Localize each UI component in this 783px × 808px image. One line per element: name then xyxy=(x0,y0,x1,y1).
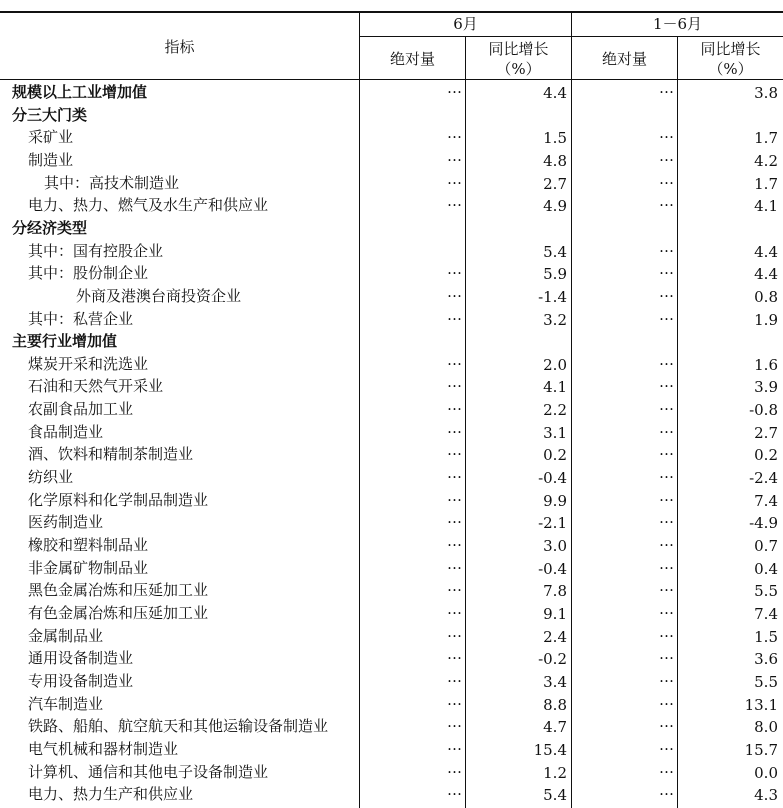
month-growth: 15.4 xyxy=(533,740,567,759)
row-label: 通用设备制造业 xyxy=(28,649,134,668)
row-label: 电力、热力、燃气及水生产和供应业 xyxy=(28,196,269,215)
ytd-growth: 1.7 xyxy=(754,129,778,148)
row-label: 规模以上工业增加值 xyxy=(12,83,148,101)
month-growth: 4.4 xyxy=(543,84,567,102)
month-growth: 3.4 xyxy=(543,672,567,691)
table-row xyxy=(0,81,783,104)
month-absolute: … xyxy=(447,577,461,596)
month-absolute: … xyxy=(447,599,461,618)
month-absolute: … xyxy=(447,464,461,483)
ytd-growth: 8.0 xyxy=(754,718,778,737)
row-label: 农副食品加工业 xyxy=(28,400,134,419)
row-label: 其中：私营企业 xyxy=(28,309,134,328)
month-absolute: … xyxy=(447,350,461,369)
row-label: 酒、饮料和精制茶制造业 xyxy=(28,445,194,464)
ytd-absolute: … xyxy=(659,713,673,732)
row-label: 煤炭开采和洗选业 xyxy=(28,354,149,373)
month-growth: -2.1 xyxy=(538,514,567,533)
ytd-absolute: … xyxy=(659,396,673,415)
month-growth: 5.4 xyxy=(543,242,567,261)
month-growth: 4.7 xyxy=(543,718,567,737)
ytd-growth: 4.4 xyxy=(754,265,778,284)
month-growth: 2.7 xyxy=(543,174,567,193)
ytd-growth: 3.6 xyxy=(754,650,778,669)
month-absolute: … xyxy=(447,146,461,165)
row-label: 电气机械和器材制造业 xyxy=(28,739,179,758)
month-absolute: … xyxy=(447,713,461,732)
ytd-growth: 1.6 xyxy=(754,355,778,374)
month-absolute: … xyxy=(447,486,461,505)
ytd-growth: -0.8 xyxy=(749,401,778,420)
table-top-rule xyxy=(0,11,783,13)
row-label: 纺织业 xyxy=(28,468,74,487)
ytd-absolute: … xyxy=(659,735,673,754)
month-absolute: … xyxy=(447,305,461,324)
month-growth: 8.8 xyxy=(543,695,567,714)
ytd-growth: 7.4 xyxy=(754,604,778,623)
row-label: 金属制品业 xyxy=(28,626,104,645)
ytd-growth: -2.4 xyxy=(749,469,778,488)
row-label: 分经济类型 xyxy=(12,218,88,237)
ytd-absolute: … xyxy=(659,79,673,97)
ytd-growth: 0.4 xyxy=(754,559,778,578)
header-month-growth: 同比增长 xyxy=(488,40,549,58)
header-ytd-absolute: 绝对量 xyxy=(601,50,647,68)
ytd-absolute: … xyxy=(659,622,673,641)
row-label: 有色金属冶炼和压延加工业 xyxy=(28,603,209,622)
row-label: 其中：国有控股企业 xyxy=(28,241,164,260)
ytd-growth: 0.7 xyxy=(754,537,778,555)
header-ytd-growth: 同比增长 xyxy=(700,40,761,58)
ytd-growth: -4.9 xyxy=(749,514,778,533)
header-month-growth-unit: （%） xyxy=(496,60,541,78)
ytd-growth: 0.0 xyxy=(754,763,778,782)
month-growth: 9.9 xyxy=(543,491,567,510)
month-absolute: … xyxy=(447,79,461,97)
ytd-absolute: … xyxy=(659,441,673,460)
ytd-absolute: … xyxy=(659,509,673,528)
ytd-absolute: … xyxy=(659,124,673,143)
month-absolute: … xyxy=(447,169,461,188)
row-label: 非金属矿物制品业 xyxy=(28,558,149,577)
header-ytd-group: 1－6月 xyxy=(652,15,703,33)
month-absolute: … xyxy=(447,260,461,279)
ytd-absolute: … xyxy=(659,282,673,301)
month-growth: 3.2 xyxy=(543,310,567,329)
row-label: 汽车制造业 xyxy=(28,694,104,713)
ytd-absolute: … xyxy=(659,237,673,256)
month-absolute: … xyxy=(447,758,461,777)
month-absolute: … xyxy=(447,509,461,528)
month-absolute: … xyxy=(447,282,461,301)
month-absolute: … xyxy=(447,690,461,709)
month-absolute: … xyxy=(447,124,461,143)
row-label: 分三大门类 xyxy=(12,105,88,124)
ytd-growth: 0.2 xyxy=(754,446,778,465)
month-absolute: … xyxy=(447,418,461,437)
ytd-absolute: … xyxy=(659,373,673,392)
row-label: 采矿业 xyxy=(28,128,74,147)
month-absolute: … xyxy=(447,667,461,686)
row-label: 制造业 xyxy=(28,150,74,169)
ytd-growth: 4.4 xyxy=(754,242,778,261)
month-growth: 0.2 xyxy=(543,446,567,465)
row-label: 主要行业增加值 xyxy=(12,332,118,351)
row-label: 专用设备制造业 xyxy=(28,671,134,690)
month-growth: 3.0 xyxy=(543,537,567,555)
ytd-growth: 4.3 xyxy=(754,786,778,805)
row-label: 外商及港澳台商投资企业 xyxy=(76,286,242,305)
row-label: 橡胶和塑料制品业 xyxy=(28,536,149,554)
ytd-growth: 13.1 xyxy=(744,695,778,714)
row-label: 其中：股份制企业 xyxy=(28,264,149,283)
table-row xyxy=(0,194,783,217)
month-absolute: … xyxy=(447,373,461,392)
ytd-absolute: … xyxy=(659,645,673,664)
month-absolute: … xyxy=(447,441,461,460)
ytd-growth: 1.5 xyxy=(754,627,778,646)
ytd-absolute: … xyxy=(659,758,673,777)
month-growth: -0.2 xyxy=(538,650,567,669)
month-absolute: … xyxy=(447,735,461,754)
ytd-absolute: … xyxy=(659,486,673,505)
row-label: 化学原料和化学制品制造业 xyxy=(28,490,209,509)
ytd-growth: 1.9 xyxy=(754,310,778,329)
row-label: 医药制造业 xyxy=(28,513,104,532)
ytd-absolute: … xyxy=(659,532,673,550)
ytd-absolute: … xyxy=(659,169,673,188)
ytd-absolute: … xyxy=(659,260,673,279)
month-absolute: … xyxy=(447,532,461,550)
ytd-growth: 5.5 xyxy=(754,582,778,601)
ytd-growth: 1.7 xyxy=(754,174,778,193)
ytd-growth: 2.7 xyxy=(754,423,778,442)
month-growth: 5.4 xyxy=(543,786,567,805)
month-growth: 4.1 xyxy=(543,378,567,397)
ytd-growth: 3.8 xyxy=(754,84,778,102)
month-absolute: … xyxy=(447,781,461,800)
ytd-growth: 4.2 xyxy=(754,151,778,170)
table-row xyxy=(0,783,783,806)
ytd-absolute: … xyxy=(659,192,673,211)
month-growth: 4.9 xyxy=(543,197,567,216)
ytd-absolute: … xyxy=(659,350,673,369)
month-absolute: … xyxy=(447,554,461,573)
ytd-absolute: … xyxy=(659,781,673,800)
ytd-growth: 7.4 xyxy=(754,491,778,510)
month-growth: 9.1 xyxy=(543,604,567,623)
month-growth: 7.8 xyxy=(543,582,567,601)
header-ytd-growth-unit: （%） xyxy=(708,60,753,78)
month-growth: 2.2 xyxy=(543,401,567,420)
month-growth: 1.2 xyxy=(543,763,567,782)
ytd-growth: 0.8 xyxy=(754,287,778,306)
month-growth: 5.9 xyxy=(543,265,567,284)
row-label: 黑色金属冶炼和压延加工业 xyxy=(28,581,209,600)
ytd-absolute: … xyxy=(659,146,673,165)
ytd-absolute: … xyxy=(659,305,673,324)
row-label: 其中：高技术制造业 xyxy=(44,173,180,192)
month-absolute: … xyxy=(447,192,461,211)
header-indicator: 指标 xyxy=(164,38,195,56)
ytd-growth: 15.7 xyxy=(744,740,778,759)
ytd-growth: 5.5 xyxy=(754,672,778,691)
ytd-absolute: … xyxy=(659,554,673,573)
month-absolute: … xyxy=(447,645,461,664)
ytd-growth: 4.1 xyxy=(754,197,778,216)
month-growth: 1.5 xyxy=(543,129,567,148)
month-growth: -1.4 xyxy=(538,287,567,306)
month-growth: 2.0 xyxy=(543,355,567,374)
month-absolute: … xyxy=(447,622,461,641)
row-label: 食品制造业 xyxy=(28,422,104,441)
ytd-absolute: … xyxy=(659,667,673,686)
ytd-absolute: … xyxy=(659,690,673,709)
row-label: 计算机、通信和其他电子设备制造业 xyxy=(28,762,269,781)
ytd-growth: 3.9 xyxy=(754,378,778,397)
ytd-absolute: … xyxy=(659,464,673,483)
month-growth: 2.4 xyxy=(543,627,567,646)
table-row xyxy=(0,305,783,331)
month-growth: 3.1 xyxy=(543,423,567,442)
ytd-absolute: … xyxy=(659,599,673,618)
row-label: 电力、热力生产和供应业 xyxy=(28,785,194,804)
ytd-absolute: … xyxy=(659,418,673,437)
month-growth: -0.4 xyxy=(538,469,567,488)
header-month-group: 6月 xyxy=(453,15,478,33)
month-growth: 4.8 xyxy=(543,151,567,170)
row-label: 铁路、船舶、航空航天和其他运输设备制造业 xyxy=(28,717,329,736)
month-absolute: … xyxy=(447,396,461,415)
row-label: 石油和天然气开采业 xyxy=(28,377,164,396)
ytd-absolute: … xyxy=(659,577,673,596)
header-month-absolute: 绝对量 xyxy=(389,50,435,68)
month-growth: -0.4 xyxy=(538,559,567,578)
